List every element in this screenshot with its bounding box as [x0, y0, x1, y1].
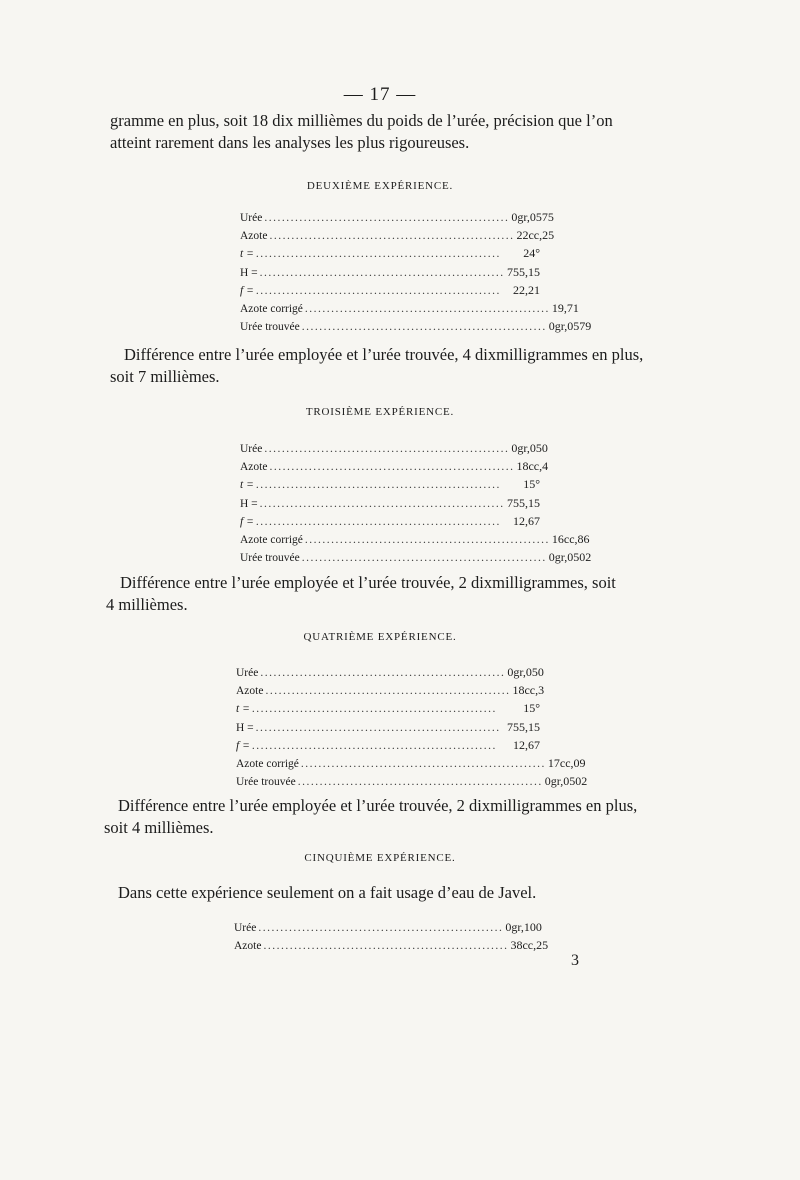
row-value: 755,15 — [507, 264, 540, 279]
row-value: 0gr,050 — [507, 665, 544, 679]
row-value: 18cc,3 — [512, 683, 545, 698]
row-value: 16cc,86 — [551, 531, 590, 546]
data-table-deuxieme — [240, 210, 592, 337]
row-value: 17cc,09 — [547, 755, 586, 770]
table-row — [240, 265, 540, 283]
table-row — [240, 514, 540, 532]
conclusion-line-2: 4 millièmes. — [106, 595, 188, 614]
leader-dots: ........................................................ — [265, 685, 511, 698]
row-label: f = — [240, 284, 254, 297]
conclusion-line-1: Différence entre l’urée employée et l’urée trouvée, 2 dixmilligrammes en plus, — [118, 796, 638, 815]
leader-dots: ........................................................ — [259, 497, 505, 510]
row-label: t = — [240, 248, 254, 261]
row-value: 18cc,4 — [516, 459, 549, 474]
row-label: Urée — [240, 443, 263, 455]
row-label: t = — [236, 703, 250, 716]
row-label: Azote — [240, 230, 268, 243]
table-row — [240, 246, 540, 264]
row-label: Azote corrigé — [240, 302, 303, 315]
leader-dots: ........................................................ — [251, 703, 497, 716]
row-label: Urée trouvée — [240, 552, 300, 565]
row-value: 22cc,25 — [516, 228, 555, 243]
leader-dots: ........................................................ — [255, 479, 501, 492]
row-value: 0gr,100 — [505, 920, 542, 934]
table-row — [240, 477, 540, 495]
table-row — [240, 550, 592, 568]
conclusion-paragraph-troisieme — [106, 572, 653, 616]
leader-dots: ........................................................ — [259, 266, 505, 279]
table-row — [236, 701, 540, 719]
intro-paragraph — [110, 110, 653, 154]
leader-dots: ........................................................ — [260, 667, 506, 679]
row-value: 0gr,0579 — [548, 319, 592, 334]
leader-dots: ........................................................ — [251, 739, 497, 752]
table-row — [240, 441, 548, 459]
data-table-troisieme — [240, 441, 592, 568]
conclusion-paragraph-quatrieme — [104, 795, 653, 839]
signature-mark: 3 — [571, 952, 579, 969]
conclusion-paragraph-deuxieme — [110, 344, 653, 388]
row-value: 0gr,0575 — [511, 210, 554, 224]
table-row — [236, 774, 588, 792]
row-value: 19,71 — [551, 300, 579, 315]
note-line: Dans cette expérience seulement on a fait usage d’eau de Javel. — [118, 883, 537, 902]
leader-dots: ........................................................ — [255, 248, 501, 261]
section-heading-quatrieme: QUATRIÈME EXPÉRIENCE. — [303, 631, 457, 643]
leader-dots: ........................................................ — [263, 940, 509, 953]
row-label: Urée — [240, 212, 263, 224]
row-label: Azote — [234, 940, 262, 953]
row-value: 15° — [523, 701, 540, 716]
row-label: f = — [240, 515, 254, 528]
leader-dots: ........................................................ — [304, 533, 550, 546]
row-value: 755,15 — [507, 719, 540, 734]
conclusion-line-2: soit 4 millièmes. — [104, 818, 214, 837]
row-label: H = — [240, 497, 258, 510]
row-value: 12,67 — [513, 737, 540, 752]
section-heading-cinquieme: CINQUIÈME EXPÉRIENCE. — [304, 852, 456, 864]
table-row — [236, 755, 586, 774]
row-value: 38cc,25 — [510, 938, 549, 953]
intro-line-2: atteint rarement dans les analyses les plus rigoureuses. — [110, 133, 470, 152]
section-heading-deuxieme: DEUXIÈME EXPÉRIENCE. — [306, 180, 454, 192]
leader-dots: ........................................................ — [269, 461, 515, 474]
row-value: 0gr,0502 — [548, 550, 592, 565]
table-row — [240, 496, 540, 514]
table-row — [236, 683, 545, 701]
leader-dots: ........................................................ — [264, 212, 510, 224]
row-value: 24° — [523, 246, 540, 261]
intro-line-1: gramme en plus, soit 18 dix millièmes du poids de l’urée, précision que l’on — [110, 111, 613, 130]
leader-dots: ........................................................ — [301, 321, 547, 334]
leader-dots: ........................................................ — [255, 284, 501, 297]
conclusion-line-1: Différence entre l’urée employée et l’urée trouvée, 2 dixmilligrammes, soit — [120, 573, 616, 592]
leader-dots: ........................................................ — [269, 230, 515, 243]
table-row — [234, 938, 549, 956]
leader-dots: ........................................................ — [300, 757, 546, 770]
table-row — [240, 531, 590, 550]
leader-dots: ........................................................ — [255, 515, 501, 528]
table-row — [236, 665, 544, 683]
leader-dots: ........................................................ — [264, 443, 510, 455]
row-value: 12,67 — [513, 513, 540, 528]
leader-dots: ........................................................ — [301, 552, 547, 565]
table-row — [240, 300, 579, 319]
leader-dots: ........................................................ — [258, 922, 504, 934]
row-label: Urée — [234, 922, 257, 934]
row-value: 755,15 — [507, 495, 540, 510]
row-label: Azote corrigé — [236, 757, 299, 770]
table-row — [236, 738, 540, 756]
note-paragraph-cinquieme — [104, 882, 653, 904]
row-label: Urée trouvée — [236, 776, 296, 789]
row-value: 22,21 — [513, 282, 540, 297]
conclusion-line-1: Différence entre l’urée employée et l’urée trouvée, 4 dixmilligrammes en plus, — [124, 345, 644, 364]
row-label: H = — [236, 721, 254, 734]
leader-dots: ........................................................ — [297, 776, 543, 789]
leader-dots: ........................................................ — [255, 721, 501, 734]
row-label: Urée trouvée — [240, 321, 300, 334]
table-row — [240, 459, 549, 477]
data-table-cinquieme — [234, 920, 549, 956]
table-row — [240, 228, 555, 246]
row-value: 15° — [523, 477, 540, 492]
row-value: 0gr,0502 — [544, 774, 588, 789]
table-row — [234, 920, 540, 938]
row-label: t = — [240, 479, 254, 492]
table-row — [240, 319, 592, 337]
row-label: Azote — [236, 685, 264, 698]
table-row — [240, 283, 540, 301]
data-table-quatrieme — [236, 665, 588, 792]
page-number: — 17 — — [343, 84, 417, 105]
row-value: 0gr,050 — [511, 441, 548, 455]
row-label: f = — [236, 739, 250, 752]
table-row — [236, 720, 540, 738]
conclusion-line-2: soit 7 millièmes. — [110, 367, 220, 386]
row-label: Azote — [240, 461, 268, 474]
row-label: H = — [240, 266, 258, 279]
row-label: Urée — [236, 667, 259, 679]
table-row — [240, 210, 554, 228]
leader-dots: ........................................................ — [304, 302, 550, 315]
section-heading-troisieme: TROISIÈME EXPÉRIENCE. — [305, 406, 455, 418]
row-label: Azote corrigé — [240, 533, 303, 546]
